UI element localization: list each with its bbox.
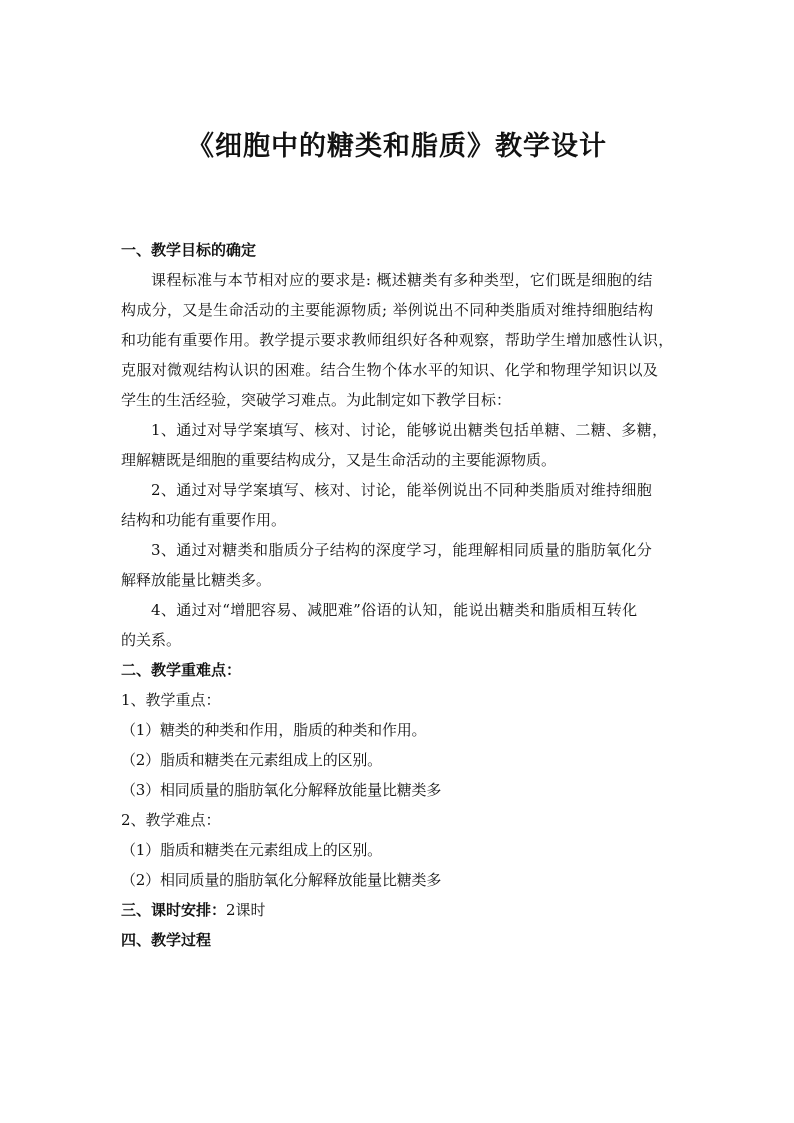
goal1-line-2: 理解糖既是细胞的重要结构成分，又是生命活动的主要能源物质。 bbox=[121, 451, 557, 469]
difficult-point-2: （2）相同质量的脂肪氧化分解释放能量比糖类多 bbox=[121, 871, 442, 889]
section1-heading: 一、教学目标的确定 bbox=[121, 241, 257, 259]
difficult-point-1: （1）脂质和糖类在元素组成上的区别。 bbox=[121, 841, 382, 859]
section4-heading: 四、教学过程 bbox=[121, 931, 212, 949]
section3-line bbox=[121, 895, 679, 925]
key-points-heading: 1、教学重点： bbox=[121, 691, 221, 709]
goal3-line-1: 3、通过对糖类和脂质分子结构的深度学习，能理解相同质量的脂肪氧化分 bbox=[151, 541, 653, 559]
goal2-line-2: 结构和功能有重要作用。 bbox=[121, 511, 287, 529]
section3-heading: 三、课时安排： bbox=[121, 901, 227, 919]
document-body bbox=[121, 235, 679, 955]
goal2-line-1: 2、通过对导学案填写、核对、讨论，能举例说出不同种类脂质对维持细胞 bbox=[151, 481, 653, 499]
intro-line-5: 学生的生活经验，突破学习难点。为此制定如下教学目标： bbox=[121, 391, 512, 409]
section2-heading: 二、教学重难点： bbox=[121, 661, 242, 679]
intro-line-3: 和功能有重要作用。教学提示要求教师组织好各种观察，帮助学生增加感性认识， bbox=[121, 331, 674, 349]
key-point-2: （2）脂质和糖类在元素组成上的区别。 bbox=[121, 751, 382, 769]
intro-line-2: 构成分，又是生命活动的主要能源物质; 举例说出不同种类脂质对维持细胞结构 bbox=[121, 301, 654, 319]
section3-value: 2课时 bbox=[226, 901, 266, 919]
intro-line-4: 克服对微观结构认识的困难。结合生物个体水平的知识、化学和物理学知识以及 bbox=[121, 361, 659, 379]
goal3-line-2: 解释放能量比糖类多。 bbox=[121, 571, 272, 589]
goal4-line-1: 4、通过对“增肥容易、减肥难”俗语的认知，能说出糖类和脂质相互转化 bbox=[151, 601, 638, 619]
key-point-1: （1）糖类的种类和作用，脂质的种类和作用。 bbox=[121, 721, 427, 739]
intro-line-1: 课程标准与本节相对应的要求是: 概述糖类有多种类型，它们既是细胞的结 bbox=[151, 271, 653, 289]
difficult-points-heading: 2、教学难点： bbox=[121, 811, 221, 829]
key-point-3: （3）相同质量的脂肪氧化分解释放能量比糖类多 bbox=[121, 781, 442, 799]
document-title: 《细胞中的糖类和脂质》教学设计 bbox=[187, 131, 607, 162]
goal4-line-2: 的关系。 bbox=[121, 631, 182, 649]
goal1-line-1: 1、通过对导学案填写、核对、讨论，能够说出糖类包括单糖、二糖、多糖， bbox=[151, 421, 668, 439]
